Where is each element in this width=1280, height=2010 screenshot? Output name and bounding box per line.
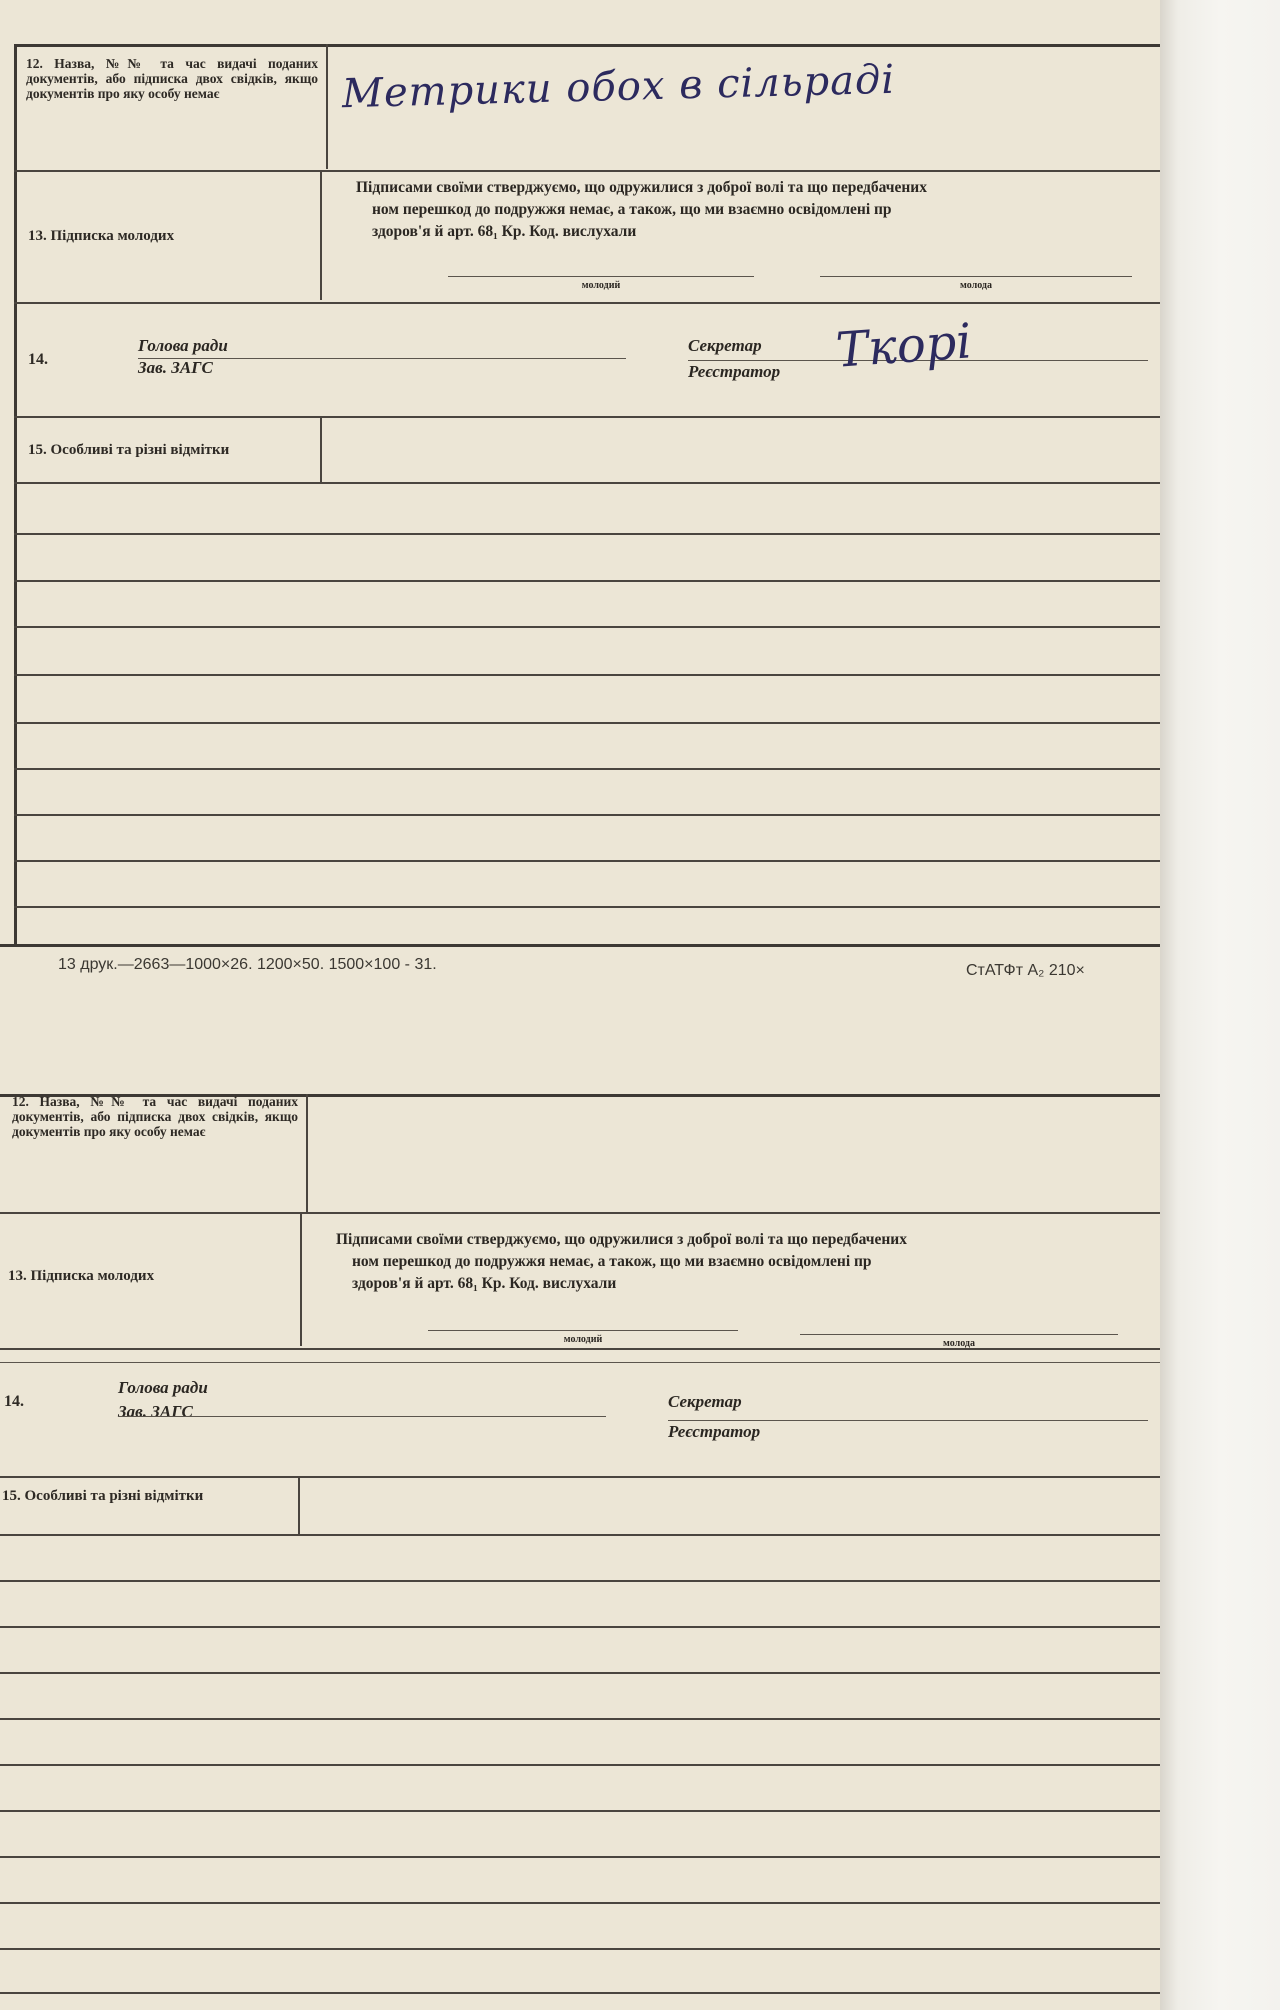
secretary-signature: Ткорі bbox=[834, 313, 974, 379]
head-of-registry-label: Зав. ЗАГС bbox=[138, 358, 213, 377]
stat-code: СтАТФт А₂ 210× bbox=[966, 962, 1085, 979]
registrar-label: Реєстратор bbox=[668, 1422, 761, 1441]
declaration-line-3: здоров'я й арт. 68₁ Кр. Код. вислухали bbox=[372, 223, 637, 240]
declaration-line-3: здоров'я й арт. 68₁ Кр. Код. вислухали bbox=[352, 1275, 617, 1292]
groom-caption: молодий bbox=[563, 1334, 603, 1345]
field12-label: 12. Назва, №№ та час видачі поданих документів, або підписка двох свідків, якщо документів про яку особу немає bbox=[26, 56, 318, 101]
field12-handwritten-value: Метрики обох в сільраді bbox=[341, 56, 896, 118]
bride-caption: молода bbox=[960, 280, 992, 291]
field13-label: 13. Підписка молодих bbox=[28, 228, 175, 244]
declaration-line-2: ном перешкод до подружжя немає, а також, що ми взаємно освідомлені пр bbox=[372, 201, 892, 218]
field15-label: 15. Особливі та різні відмітки bbox=[2, 1488, 204, 1504]
print-info: 13 друк.—2663—1000×26. 1200×50. 1500×100 - 31. bbox=[58, 956, 437, 973]
field14-label: 14. bbox=[28, 351, 48, 368]
secretary-label: Секретар bbox=[668, 1392, 742, 1411]
bride-caption: молода bbox=[943, 1338, 975, 1349]
head-of-council-label: Голова ради bbox=[138, 336, 228, 355]
field14-label: 14. bbox=[4, 1393, 24, 1410]
head-of-registry-label: Зав. ЗАГС bbox=[118, 1402, 193, 1421]
head-of-council-label: Голова ради bbox=[118, 1378, 208, 1397]
registrar-label: Реєстратор bbox=[688, 362, 781, 381]
declaration-line-1: Підписами своїми стверджуємо, що одружилися з доброї волі та що передбачених bbox=[356, 179, 927, 196]
field13-label: 13. Підписка молодих bbox=[8, 1268, 155, 1284]
secretary-label: Секретар bbox=[688, 336, 762, 355]
field15-label: 15. Особливі та різні відмітки bbox=[28, 442, 230, 458]
declaration-line-2: ном перешкод до подружжя немає, а також, що ми взаємно освідомлені пр bbox=[352, 1253, 872, 1270]
field12-label: 12. Назва, №№ та час видачі поданих документів, або підписка двох свідків, якщо документів про яку особу немає bbox=[12, 1094, 298, 1139]
groom-caption: молодий bbox=[581, 280, 621, 291]
page-edge bbox=[1160, 0, 1280, 2010]
declaration-line-1: Підписами своїми стверджуємо, що одружилися з доброї волі та що передбачених bbox=[336, 1231, 907, 1248]
